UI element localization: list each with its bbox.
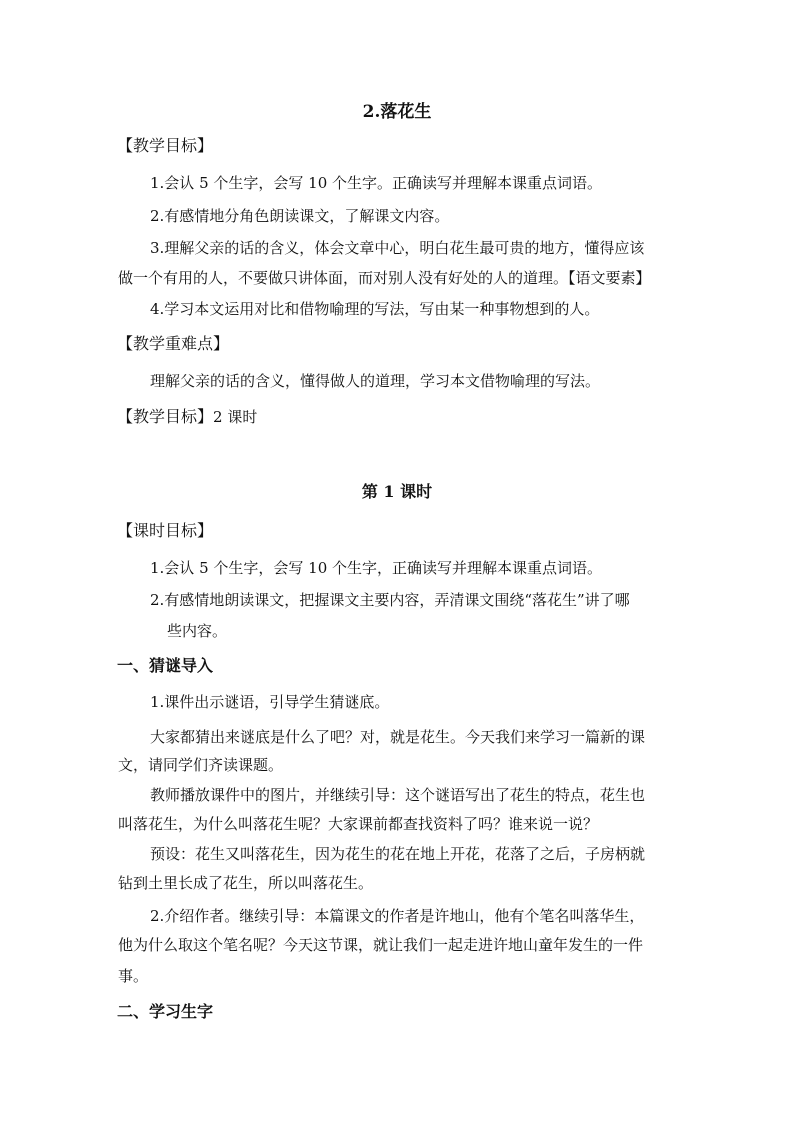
section-1-line-5: 叫落花生，为什么叫落花生呢？大家课前都查找资料了吗？谁来说一说？ bbox=[118, 815, 599, 833]
section-1-line-6: 预设：花生又叫落花生，因为花生的花在地上开花，花落了之后，子房柄就 bbox=[150, 845, 646, 863]
goal-item-3: 3.理解父亲的话的含义，体会文章中心，明白花生最可贵的地方，懂得应该 bbox=[150, 239, 645, 257]
section-1-line-4: 教师播放课件中的图片，并继续引导：这个谜语写出了花生的特点，花生也 bbox=[150, 786, 646, 804]
lesson-goal-1: 1.会认 5 个生字，会写 10 个生字，正确读写并理解本课重点词语。 bbox=[150, 559, 603, 577]
section-2-title: 二、学习生字 bbox=[117, 1002, 214, 1021]
section-1-line-10: 事。 bbox=[118, 967, 149, 985]
section-1-line-9: 他为什么取这个笔名呢？今天这节课，就让我们一起走进许地山童年发生的一件 bbox=[118, 936, 644, 954]
heading-key-difficulties: 【教学重难点】 bbox=[117, 334, 230, 353]
goal-item-2: 2.有感情地分角色朗读课文，了解课文内容。 bbox=[150, 207, 450, 225]
document-title: 2.落花生 bbox=[362, 102, 432, 122]
lesson-title: 第 1 课时 bbox=[361, 482, 433, 501]
lesson-goal-2: 2.有感情地朗读课文，把握课文主要内容，弄清课文围绕“落花生”讲了哪 bbox=[150, 591, 630, 609]
class-hours-line bbox=[117, 407, 257, 427]
key-difficulties-text: 理解父亲的话的含义，懂得做人的道理，学习本文借物喻理的写法。 bbox=[150, 372, 601, 390]
goal-item-4: 4.学习本文运用对比和借物喻理的写法，写由某一种事物想到的人。 bbox=[150, 300, 600, 318]
section-1-title: 一、猜谜导入 bbox=[117, 656, 214, 675]
section-1-line-3: 文，请同学们齐读课题。 bbox=[118, 756, 284, 774]
goal-item-1: 1.会认 5 个生字，会写 10 个生字。正确读写并理解本课重点词语。 bbox=[150, 174, 603, 192]
heading-teaching-goals: 【教学目标】 bbox=[117, 136, 214, 155]
section-1-line-7: 钻到土里长成了花生，所以叫落花生。 bbox=[118, 874, 374, 892]
section-1-line-8: 2.介绍作者。继续引导：本篇课文的作者是许地山，他有个笔名叫落华生， bbox=[150, 907, 645, 925]
heading-lesson-goals: 【课时目标】 bbox=[117, 521, 214, 540]
section-1-line-1: 1.课件出示谜语，引导学生猜谜底。 bbox=[150, 693, 390, 711]
lesson-goal-2-cont: 些内容。 bbox=[167, 622, 228, 640]
class-hours-label: 【教学目标】 bbox=[117, 407, 214, 426]
goal-item-3-cont: 做一个有用的人，不要做只讲体面，而对别人没有好处的人的道理。【语文要素】 bbox=[118, 269, 651, 287]
section-1-line-2: 大家都猜出来谜底是什么了吧？对，就是花生。今天我们来学习一篇新的课 bbox=[150, 728, 646, 746]
class-hours-value: 2 课时 bbox=[213, 408, 258, 426]
